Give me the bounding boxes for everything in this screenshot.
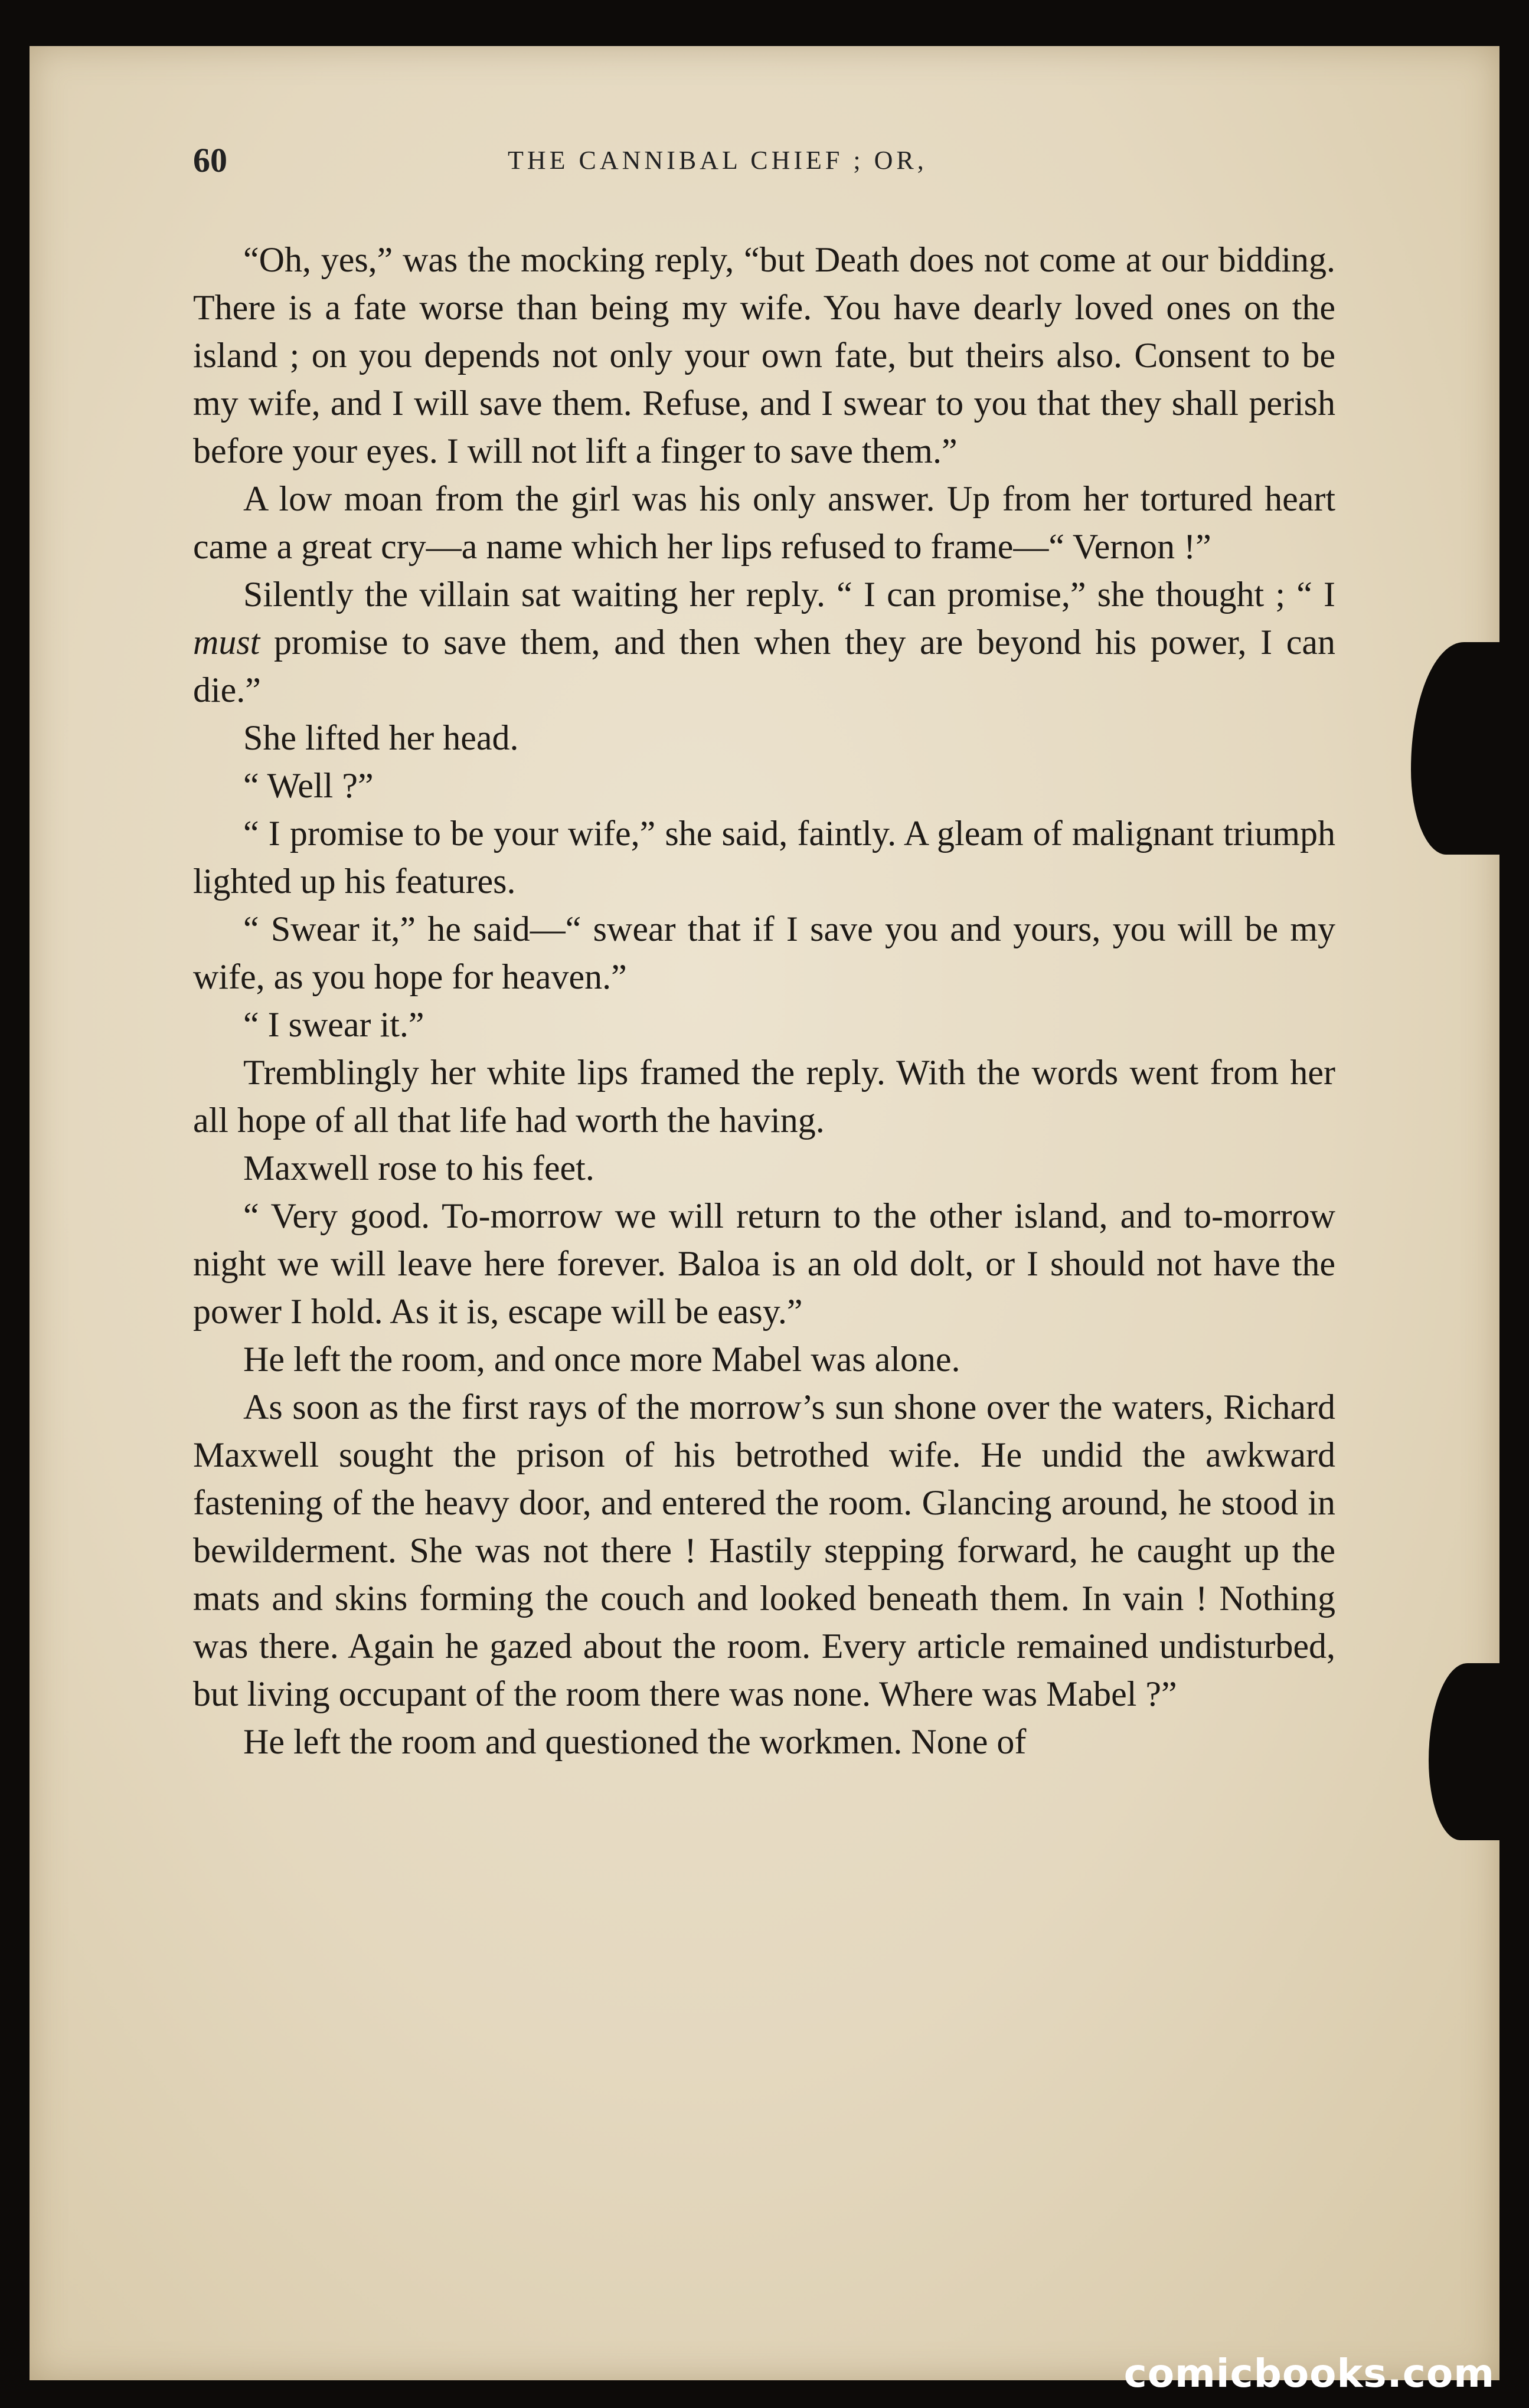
paragraph [193,571,1335,714]
page-tear [1411,642,1499,855]
paragraph: As soon as the first rays of the morrow’s sun shone over the waters, Richard Maxwell sought the prison of his betrothed wife. He undid the awkward fastening of the heavy door, and entered the room. Glancing around, he stood in bewilderment. She was not there ! Hastily stepping forward, he caught up the mats and skins forming the couch and looked beneath them. In vain ! Nothing was there. Again he gazed about the room. Every article remained undisturbed, but living occupant of the room there was none. Where was Mabel ?” [193,1388,1335,1713]
paragraph: Maxwell rose to his feet. [243,1149,594,1187]
page-tear [1429,1663,1499,1840]
paragraph: A low moan from the girl was his only answer. Up from her tortured heart came a great cry—a name which her lips refused to frame—“ Vernon !” [193,479,1335,566]
emphasis-word: must [193,623,260,662]
paragraph: “Oh, yes,” was the mocking reply, “but Death does not come at our bidding. There is a fate worse than being my wife. You have dearly loved ones on the island ; on you depends not only your own fate, but theirs also. Consent to be my wife, and I will save them. Refuse, and I swear to you that they shall perish before your eyes. I will not lift a finger to save them.” [193,240,1335,470]
paragraph: “ Well ?” [243,766,374,805]
paragraph: He left the room, and once more Mabel was alone. [243,1340,960,1379]
paragraph: “ Very good. To-morrow we will return to the other island, and to-morrow night we will leave here forever. Baloa is an old dolt, or I should not have the power I hold. As it is, escape will be easy.” [193,1196,1335,1331]
running-head: THE CANNIBAL CHIEF ; OR, [508,146,927,175]
paragraph-text: Silently the villain sat waiting her reply. “ I can promise,” she thought ; “ I [243,575,1335,614]
paragraph: She lifted her head. [243,718,519,757]
paragraph: “ Swear it,” he said—“ swear that if I save you and yours, you will be my wife, as you hope for heaven.” [193,909,1335,996]
page-number: 60 [193,141,227,179]
paragraph-text: promise to save them, and then when they are beyond his power, I can die.” [193,623,1335,709]
paragraph: Tremblingly her white lips framed the reply. With the words went from her all hope of all that life had worth the having. [193,1053,1335,1140]
body-text [193,236,1335,1766]
watermark: comicbooks.com [1123,2351,1495,2396]
paragraph: “ I promise to be your wife,” she said, faintly. A gleam of malignant triumph lighted up his features. [193,814,1335,901]
paragraph: “ I swear it.” [243,1005,424,1044]
paragraph: He left the room and questioned the workmen. None of [243,1722,1027,1761]
page-header [162,140,1343,194]
